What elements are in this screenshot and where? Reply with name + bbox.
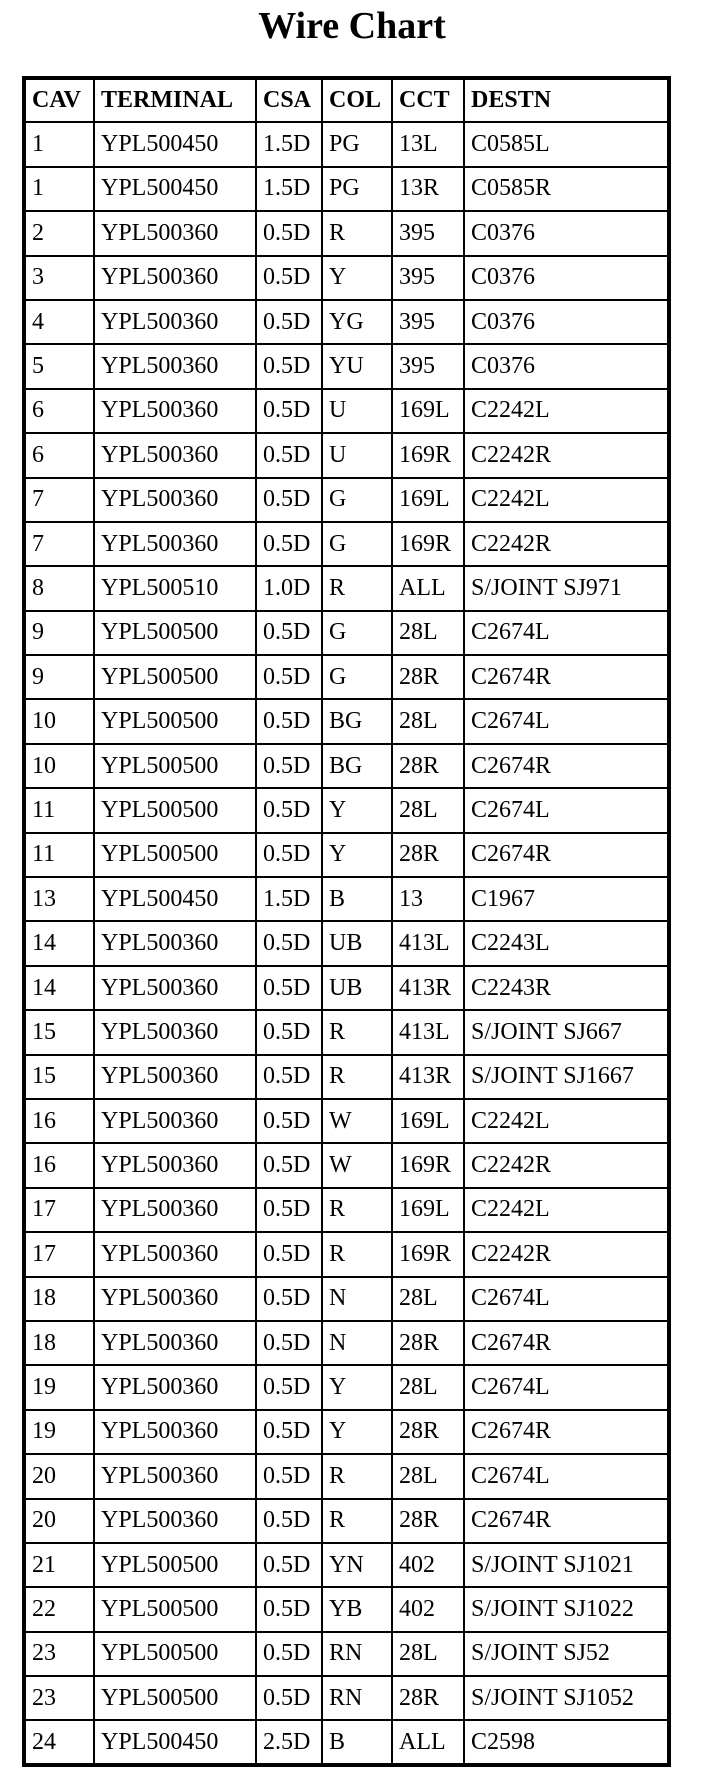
cell-terminal: YPL500510 (94, 566, 256, 610)
cell-col: W (322, 1143, 392, 1187)
cell-csa: 1.5D (256, 122, 322, 166)
cell-terminal: YPL500360 (94, 966, 256, 1010)
cell-col: R (322, 1499, 392, 1543)
cell-col: R (322, 1188, 392, 1232)
cell-cct: 395 (392, 211, 464, 255)
cell-csa: 0.5D (256, 1277, 322, 1321)
cell-col: Y (322, 833, 392, 877)
column-header-cav: CAV (24, 78, 94, 122)
table-row (24, 256, 669, 300)
cell-col: N (322, 1321, 392, 1365)
cell-cav: 19 (24, 1365, 94, 1409)
column-header-col: COL (322, 78, 392, 122)
cell-col: R (322, 566, 392, 610)
table-row (24, 1587, 669, 1631)
cell-cct: 28R (392, 1410, 464, 1454)
cell-terminal: YPL500360 (94, 1188, 256, 1232)
cell-destn: S/JOINT SJ1052 (464, 1676, 669, 1720)
cell-csa: 0.5D (256, 522, 322, 566)
cell-col: R (322, 1454, 392, 1498)
cell-csa: 0.5D (256, 211, 322, 255)
cell-csa: 0.5D (256, 1099, 322, 1143)
cell-terminal: YPL500450 (94, 167, 256, 211)
table-row (24, 1232, 669, 1276)
cell-col: U (322, 389, 392, 433)
cell-cav: 4 (24, 300, 94, 344)
cell-cct: 395 (392, 256, 464, 300)
cell-cav: 19 (24, 1410, 94, 1454)
cell-cct: 169L (392, 389, 464, 433)
cell-col: R (322, 211, 392, 255)
cell-terminal: YPL500360 (94, 433, 256, 477)
cell-csa: 0.5D (256, 389, 322, 433)
cell-cct: 28L (392, 788, 464, 832)
cell-terminal: YPL500360 (94, 522, 256, 566)
table-row (24, 1676, 669, 1720)
cell-col: YB (322, 1587, 392, 1631)
table-row (24, 1454, 669, 1498)
wire-chart-table (22, 76, 671, 1767)
cell-cav: 8 (24, 566, 94, 610)
cell-terminal: YPL500360 (94, 1010, 256, 1054)
cell-destn: C0376 (464, 211, 669, 255)
cell-csa: 0.5D (256, 1454, 322, 1498)
cell-terminal: YPL500360 (94, 1321, 256, 1365)
cell-destn: C2242L (464, 1099, 669, 1143)
cell-col: G (322, 655, 392, 699)
cell-terminal: YPL500360 (94, 1277, 256, 1321)
cell-destn: C2674L (464, 1454, 669, 1498)
cell-cav: 6 (24, 433, 94, 477)
cell-csa: 0.5D (256, 300, 322, 344)
cell-cct: 28L (392, 611, 464, 655)
cell-cav: 17 (24, 1232, 94, 1276)
cell-destn: C2674R (464, 1321, 669, 1365)
cell-cct: 28R (392, 1321, 464, 1365)
cell-cct: 169R (392, 1143, 464, 1187)
cell-csa: 0.5D (256, 744, 322, 788)
cell-destn: S/JOINT SJ1021 (464, 1543, 669, 1587)
cell-destn: C2674L (464, 699, 669, 743)
cell-terminal: YPL500360 (94, 1410, 256, 1454)
cell-cct: 395 (392, 300, 464, 344)
cell-cct: 169L (392, 1099, 464, 1143)
cell-destn: C2242R (464, 522, 669, 566)
table-row (24, 1055, 669, 1099)
cell-terminal: YPL500500 (94, 833, 256, 877)
cell-destn: C0376 (464, 256, 669, 300)
cell-col: RN (322, 1676, 392, 1720)
cell-cct: ALL (392, 566, 464, 610)
cell-col: R (322, 1232, 392, 1276)
cell-col: YN (322, 1543, 392, 1587)
cell-cct: 28R (392, 1499, 464, 1543)
cell-cav: 2 (24, 211, 94, 255)
cell-csa: 0.5D (256, 1499, 322, 1543)
cell-destn: C2674L (464, 788, 669, 832)
cell-cct: 28L (392, 1365, 464, 1409)
cell-destn: C2242L (464, 1188, 669, 1232)
cell-cct: ALL (392, 1720, 464, 1764)
cell-cav: 6 (24, 389, 94, 433)
column-header-destn: DESTN (464, 78, 669, 122)
cell-cav: 16 (24, 1143, 94, 1187)
cell-cav: 1 (24, 122, 94, 166)
table-row (24, 389, 669, 433)
table-row (24, 877, 669, 921)
table-row (24, 1143, 669, 1187)
cell-col: Y (322, 788, 392, 832)
cell-terminal: YPL500360 (94, 1499, 256, 1543)
table-body (24, 122, 669, 1764)
cell-terminal: YPL500500 (94, 655, 256, 699)
cell-destn: C2242R (464, 433, 669, 477)
cell-destn: S/JOINT SJ1022 (464, 1587, 669, 1631)
cell-terminal: YPL500450 (94, 877, 256, 921)
cell-csa: 1.5D (256, 877, 322, 921)
cell-destn: S/JOINT SJ1667 (464, 1055, 669, 1099)
cell-destn: S/JOINT SJ52 (464, 1632, 669, 1676)
cell-csa: 0.5D (256, 1321, 322, 1365)
cell-destn: C0585L (464, 122, 669, 166)
cell-destn: C2243R (464, 966, 669, 1010)
cell-col: PG (322, 167, 392, 211)
cell-terminal: YPL500500 (94, 1632, 256, 1676)
cell-cav: 10 (24, 744, 94, 788)
table-row (24, 1010, 669, 1054)
cell-terminal: YPL500500 (94, 611, 256, 655)
cell-cav: 15 (24, 1010, 94, 1054)
cell-destn: C2674R (464, 744, 669, 788)
cell-terminal: YPL500360 (94, 921, 256, 965)
cell-cct: 28L (392, 1277, 464, 1321)
cell-csa: 0.5D (256, 966, 322, 1010)
cell-terminal: YPL500500 (94, 1676, 256, 1720)
cell-cav: 10 (24, 699, 94, 743)
cell-terminal: YPL500500 (94, 1587, 256, 1631)
cell-csa: 0.5D (256, 788, 322, 832)
cell-cav: 24 (24, 1720, 94, 1764)
cell-terminal: YPL500360 (94, 1232, 256, 1276)
table-row (24, 966, 669, 1010)
cell-cav: 17 (24, 1188, 94, 1232)
cell-destn: C2243L (464, 921, 669, 965)
cell-terminal: YPL500360 (94, 478, 256, 522)
column-header-terminal: TERMINAL (94, 78, 256, 122)
cell-destn: C0585R (464, 167, 669, 211)
cell-destn: C0376 (464, 344, 669, 388)
cell-csa: 0.5D (256, 1188, 322, 1232)
cell-cav: 16 (24, 1099, 94, 1143)
table-row (24, 744, 669, 788)
table-row (24, 1321, 669, 1365)
cell-col: B (322, 1720, 392, 1764)
cell-csa: 0.5D (256, 256, 322, 300)
cell-cct: 28R (392, 833, 464, 877)
cell-destn: C2674L (464, 1365, 669, 1409)
table-row (24, 1365, 669, 1409)
cell-col: YU (322, 344, 392, 388)
cell-cct: 28L (392, 699, 464, 743)
table-row (24, 833, 669, 877)
cell-col: U (322, 433, 392, 477)
table-row (24, 1720, 669, 1764)
table-row (24, 1410, 669, 1454)
cell-destn: C0376 (464, 300, 669, 344)
cell-col: BG (322, 744, 392, 788)
cell-col: G (322, 478, 392, 522)
table-row (24, 1277, 669, 1321)
cell-col: BG (322, 699, 392, 743)
cell-cav: 18 (24, 1321, 94, 1365)
cell-terminal: YPL500500 (94, 744, 256, 788)
cell-destn: S/JOINT SJ971 (464, 566, 669, 610)
cell-cav: 13 (24, 877, 94, 921)
cell-cav: 23 (24, 1676, 94, 1720)
cell-cct: 402 (392, 1587, 464, 1631)
cell-csa: 0.5D (256, 1410, 322, 1454)
cell-csa: 0.5D (256, 344, 322, 388)
cell-cct: 413R (392, 966, 464, 1010)
cell-col: G (322, 522, 392, 566)
cell-cct: 395 (392, 344, 464, 388)
cell-col: W (322, 1099, 392, 1143)
cell-cav: 14 (24, 921, 94, 965)
cell-csa: 1.0D (256, 566, 322, 610)
table-row (24, 921, 669, 965)
table-row (24, 1632, 669, 1676)
cell-csa: 0.5D (256, 1055, 322, 1099)
cell-csa: 0.5D (256, 1365, 322, 1409)
cell-destn: C2242L (464, 389, 669, 433)
cell-col: R (322, 1010, 392, 1054)
cell-cct: 28R (392, 744, 464, 788)
cell-terminal: YPL500450 (94, 122, 256, 166)
table-row (24, 699, 669, 743)
cell-csa: 0.5D (256, 1632, 322, 1676)
table-row (24, 611, 669, 655)
table-row (24, 655, 669, 699)
cell-destn: C2674R (464, 1499, 669, 1543)
cell-col: UB (322, 921, 392, 965)
cell-cav: 22 (24, 1587, 94, 1631)
cell-destn: C2674R (464, 833, 669, 877)
column-header-cct: CCT (392, 78, 464, 122)
table-row (24, 522, 669, 566)
cell-cav: 5 (24, 344, 94, 388)
table-row (24, 344, 669, 388)
cell-cct: 169R (392, 1232, 464, 1276)
cell-cav: 7 (24, 478, 94, 522)
cell-col: Y (322, 1365, 392, 1409)
cell-col: Y (322, 256, 392, 300)
cell-destn: C2242R (464, 1143, 669, 1187)
cell-csa: 0.5D (256, 1143, 322, 1187)
cell-terminal: YPL500360 (94, 300, 256, 344)
cell-cav: 1 (24, 167, 94, 211)
cell-cav: 21 (24, 1543, 94, 1587)
cell-col: UB (322, 966, 392, 1010)
cell-csa: 0.5D (256, 1587, 322, 1631)
cell-cav: 11 (24, 788, 94, 832)
cell-cav: 20 (24, 1454, 94, 1498)
cell-terminal: YPL500500 (94, 1543, 256, 1587)
cell-cav: 9 (24, 655, 94, 699)
table-row (24, 566, 669, 610)
cell-cav: 20 (24, 1499, 94, 1543)
cell-cct: 169L (392, 478, 464, 522)
cell-csa: 0.5D (256, 1232, 322, 1276)
cell-terminal: YPL500360 (94, 1454, 256, 1498)
cell-terminal: YPL500500 (94, 788, 256, 832)
table-row (24, 122, 669, 166)
cell-destn: C2674L (464, 1277, 669, 1321)
cell-cct: 169R (392, 522, 464, 566)
cell-terminal: YPL500360 (94, 1365, 256, 1409)
table-row (24, 300, 669, 344)
cell-cct: 169L (392, 1188, 464, 1232)
cell-terminal: YPL500360 (94, 344, 256, 388)
table-row (24, 1188, 669, 1232)
cell-cct: 402 (392, 1543, 464, 1587)
cell-terminal: YPL500360 (94, 389, 256, 433)
cell-destn: C2674R (464, 1410, 669, 1454)
table-header-row (24, 78, 669, 122)
cell-cav: 9 (24, 611, 94, 655)
cell-col: N (322, 1277, 392, 1321)
cell-destn: C1967 (464, 877, 669, 921)
cell-col: RN (322, 1632, 392, 1676)
table-row (24, 1099, 669, 1143)
cell-cct: 28L (392, 1632, 464, 1676)
cell-cct: 13 (392, 877, 464, 921)
cell-csa: 0.5D (256, 921, 322, 965)
cell-terminal: YPL500360 (94, 1099, 256, 1143)
cell-col: YG (322, 300, 392, 344)
cell-csa: 0.5D (256, 699, 322, 743)
cell-cct: 28L (392, 1454, 464, 1498)
cell-csa: 0.5D (256, 655, 322, 699)
cell-col: G (322, 611, 392, 655)
column-header-csa: CSA (256, 78, 322, 122)
cell-col: Y (322, 1410, 392, 1454)
cell-cct: 413L (392, 1010, 464, 1054)
page-title: Wire Chart (258, 5, 446, 47)
cell-csa: 0.5D (256, 1676, 322, 1720)
cell-col: PG (322, 122, 392, 166)
cell-csa: 0.5D (256, 1010, 322, 1054)
cell-terminal: YPL500360 (94, 211, 256, 255)
cell-cav: 14 (24, 966, 94, 1010)
cell-destn: C2674R (464, 655, 669, 699)
cell-csa: 0.5D (256, 1543, 322, 1587)
cell-destn: C2598 (464, 1720, 669, 1764)
cell-cct: 28R (392, 655, 464, 699)
cell-cav: 3 (24, 256, 94, 300)
cell-col: B (322, 877, 392, 921)
cell-cav: 15 (24, 1055, 94, 1099)
table-row (24, 1543, 669, 1587)
table-row (24, 478, 669, 522)
cell-terminal: YPL500360 (94, 1055, 256, 1099)
cell-destn: S/JOINT SJ667 (464, 1010, 669, 1054)
cell-csa: 0.5D (256, 478, 322, 522)
table-row (24, 1499, 669, 1543)
cell-destn: C2242R (464, 1232, 669, 1276)
table-row (24, 433, 669, 477)
cell-col: R (322, 1055, 392, 1099)
cell-cav: 11 (24, 833, 94, 877)
cell-csa: 2.5D (256, 1720, 322, 1764)
cell-cct: 413L (392, 921, 464, 965)
cell-cct: 28R (392, 1676, 464, 1720)
cell-csa: 0.5D (256, 833, 322, 877)
table-row (24, 211, 669, 255)
cell-csa: 1.5D (256, 167, 322, 211)
cell-cav: 7 (24, 522, 94, 566)
cell-terminal: YPL500360 (94, 1143, 256, 1187)
cell-terminal: YPL500360 (94, 256, 256, 300)
cell-terminal: YPL500500 (94, 699, 256, 743)
cell-terminal: YPL500450 (94, 1720, 256, 1764)
cell-cav: 18 (24, 1277, 94, 1321)
cell-cct: 169R (392, 433, 464, 477)
cell-destn: C2242L (464, 478, 669, 522)
cell-cct: 13L (392, 122, 464, 166)
table-row (24, 167, 669, 211)
cell-csa: 0.5D (256, 433, 322, 477)
cell-csa: 0.5D (256, 611, 322, 655)
cell-cct: 413R (392, 1055, 464, 1099)
cell-cav: 23 (24, 1632, 94, 1676)
cell-destn: C2674L (464, 611, 669, 655)
cell-cct: 13R (392, 167, 464, 211)
table-row (24, 788, 669, 832)
